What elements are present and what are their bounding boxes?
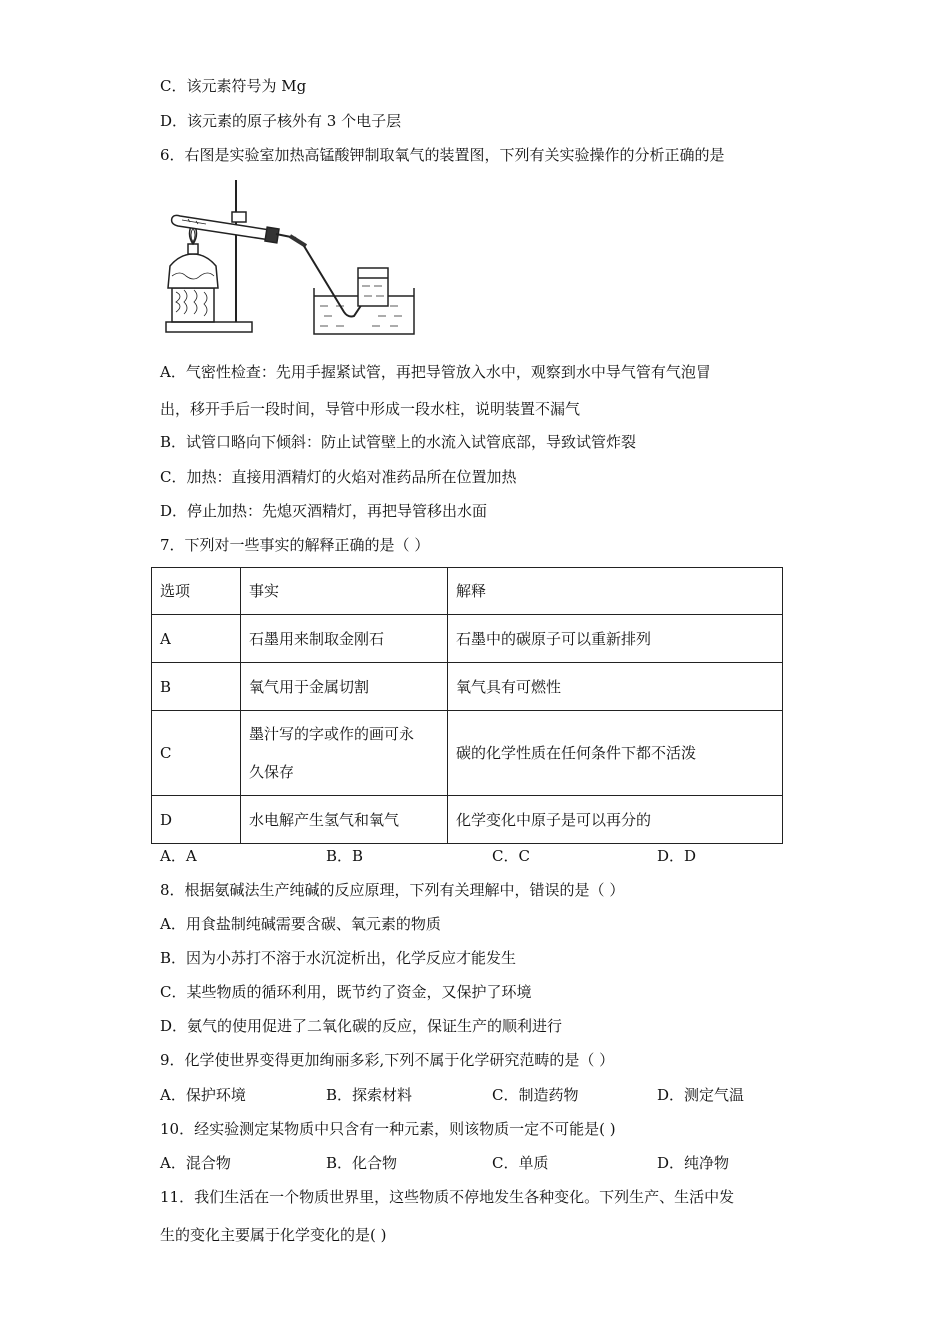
q10-option-a: A．混合物 <box>160 1154 231 1172</box>
row-explain: 化学变化中原子是可以再分的 <box>448 796 783 844</box>
row-fact-line2: 久保存 <box>249 763 295 781</box>
q5-option-d: D．该元素的原子核外有 3 个电子层 <box>160 112 402 130</box>
q6-option-a-line1: A．气密性检查：先用手握紧试管，再把导管放入水中，观察到水中导气管有气泡冒 <box>160 363 711 381</box>
q9-option-c: C．制造药物 <box>492 1086 579 1104</box>
q11-stem-line1: 11．我们生活在一个物质世界里，这些物质不停地发生各种变化。下列生产、生活中发 <box>160 1188 735 1206</box>
header-explain: 解释 <box>448 568 783 615</box>
q8-option-d: D．氨气的使用促进了二氧化碳的反应，保证生产的顺利进行 <box>160 1017 563 1035</box>
q10-stem: 10．经实验测定某物质中只含有一种元素，则该物质一定不可能是( ) <box>160 1120 616 1138</box>
delivery-tube <box>304 246 362 317</box>
row-fact <box>241 711 448 796</box>
q7-table <box>151 567 783 844</box>
table-header-row <box>152 568 783 615</box>
q7-option-c: C．C <box>492 847 530 865</box>
oxygen-apparatus-figure <box>158 176 428 338</box>
q8-option-c: C．某些物质的循环利用，既节约了资金，又保护了环境 <box>160 983 532 1001</box>
stand-base <box>166 322 252 332</box>
q8-option-a: A．用食盐制纯碱需要含碳、氧元素的物质 <box>160 915 441 933</box>
q10-option-b: B．化合物 <box>326 1154 398 1172</box>
collecting-bottle <box>358 268 388 306</box>
q8-option-b: B．因为小苏打不溶于水沉淀析出，化学反应才能发生 <box>160 949 517 967</box>
q6-option-d: D．停止加热：先熄灭酒精灯，再把导管移出水面 <box>160 502 488 520</box>
row-key: D <box>152 796 241 844</box>
clamp <box>232 212 246 222</box>
q7-option-b: B．B <box>326 847 364 865</box>
row-fact-line1: 墨汁写的字或作的画可永 <box>249 725 415 743</box>
header-option: 选项 <box>152 568 241 615</box>
q6-option-c: C．加热：直接用酒精灯的火焰对准药品所在位置加热 <box>160 468 517 486</box>
alcohol-lamp <box>168 254 218 288</box>
q7-option-a: A．A <box>160 847 197 865</box>
header-fact: 事实 <box>241 568 448 615</box>
q7-stem: 7．下列对一些事实的解释正确的是（ ） <box>160 536 430 554</box>
row-fact: 水电解产生氢气和氧气 <box>241 796 448 844</box>
table-row <box>152 615 783 663</box>
q7-option-d: D．D <box>657 847 697 865</box>
row-explain: 氧气具有可燃性 <box>448 663 783 711</box>
q6-option-a-line2: 出，移开手后一段时间，导管中形成一段水柱，说明装置不漏气 <box>160 400 581 418</box>
row-explain: 石墨中的碳原子可以重新排列 <box>448 615 783 663</box>
q9-option-b: B．探索材料 <box>326 1086 413 1104</box>
table-row <box>152 663 783 711</box>
row-key: A <box>152 615 241 663</box>
table-row <box>152 711 783 796</box>
q8-stem: 8．根据氨碱法生产纯碱的反应原理，下列有关理解中，错误的是（ ） <box>160 881 625 899</box>
row-fact: 氧气用于金属切割 <box>241 663 448 711</box>
table-row <box>152 796 783 844</box>
q9-stem: 9．化学使世界变得更加绚丽多彩,下列不属于化学研究范畴的是（ ） <box>160 1051 615 1069</box>
test-tube <box>172 215 270 240</box>
row-key: B <box>152 663 241 711</box>
q5-option-c: C．该元素符号为 Mg <box>160 77 307 95</box>
q10-option-d: D．纯净物 <box>657 1154 730 1172</box>
q6-option-b: B．试管口略向下倾斜：防止试管壁上的水流入试管底部，导致试管炸裂 <box>160 433 637 451</box>
q9-option-d: D．测定气温 <box>657 1086 745 1104</box>
row-key: C <box>152 711 241 796</box>
row-explain: 碳的化学性质在任何条件下都不活泼 <box>448 711 783 796</box>
q6-stem: 6．右图是实验室加热高锰酸钾制取氧气的装置图，下列有关实验操作的分析正确的是 <box>160 146 725 164</box>
q10-option-c: C．单质 <box>492 1154 549 1172</box>
q11-stem-line2: 生的变化主要属于化学变化的是( ) <box>160 1226 387 1244</box>
q9-option-a: A．保护环境 <box>160 1086 246 1104</box>
row-fact: 石墨用来制取金刚石 <box>241 615 448 663</box>
